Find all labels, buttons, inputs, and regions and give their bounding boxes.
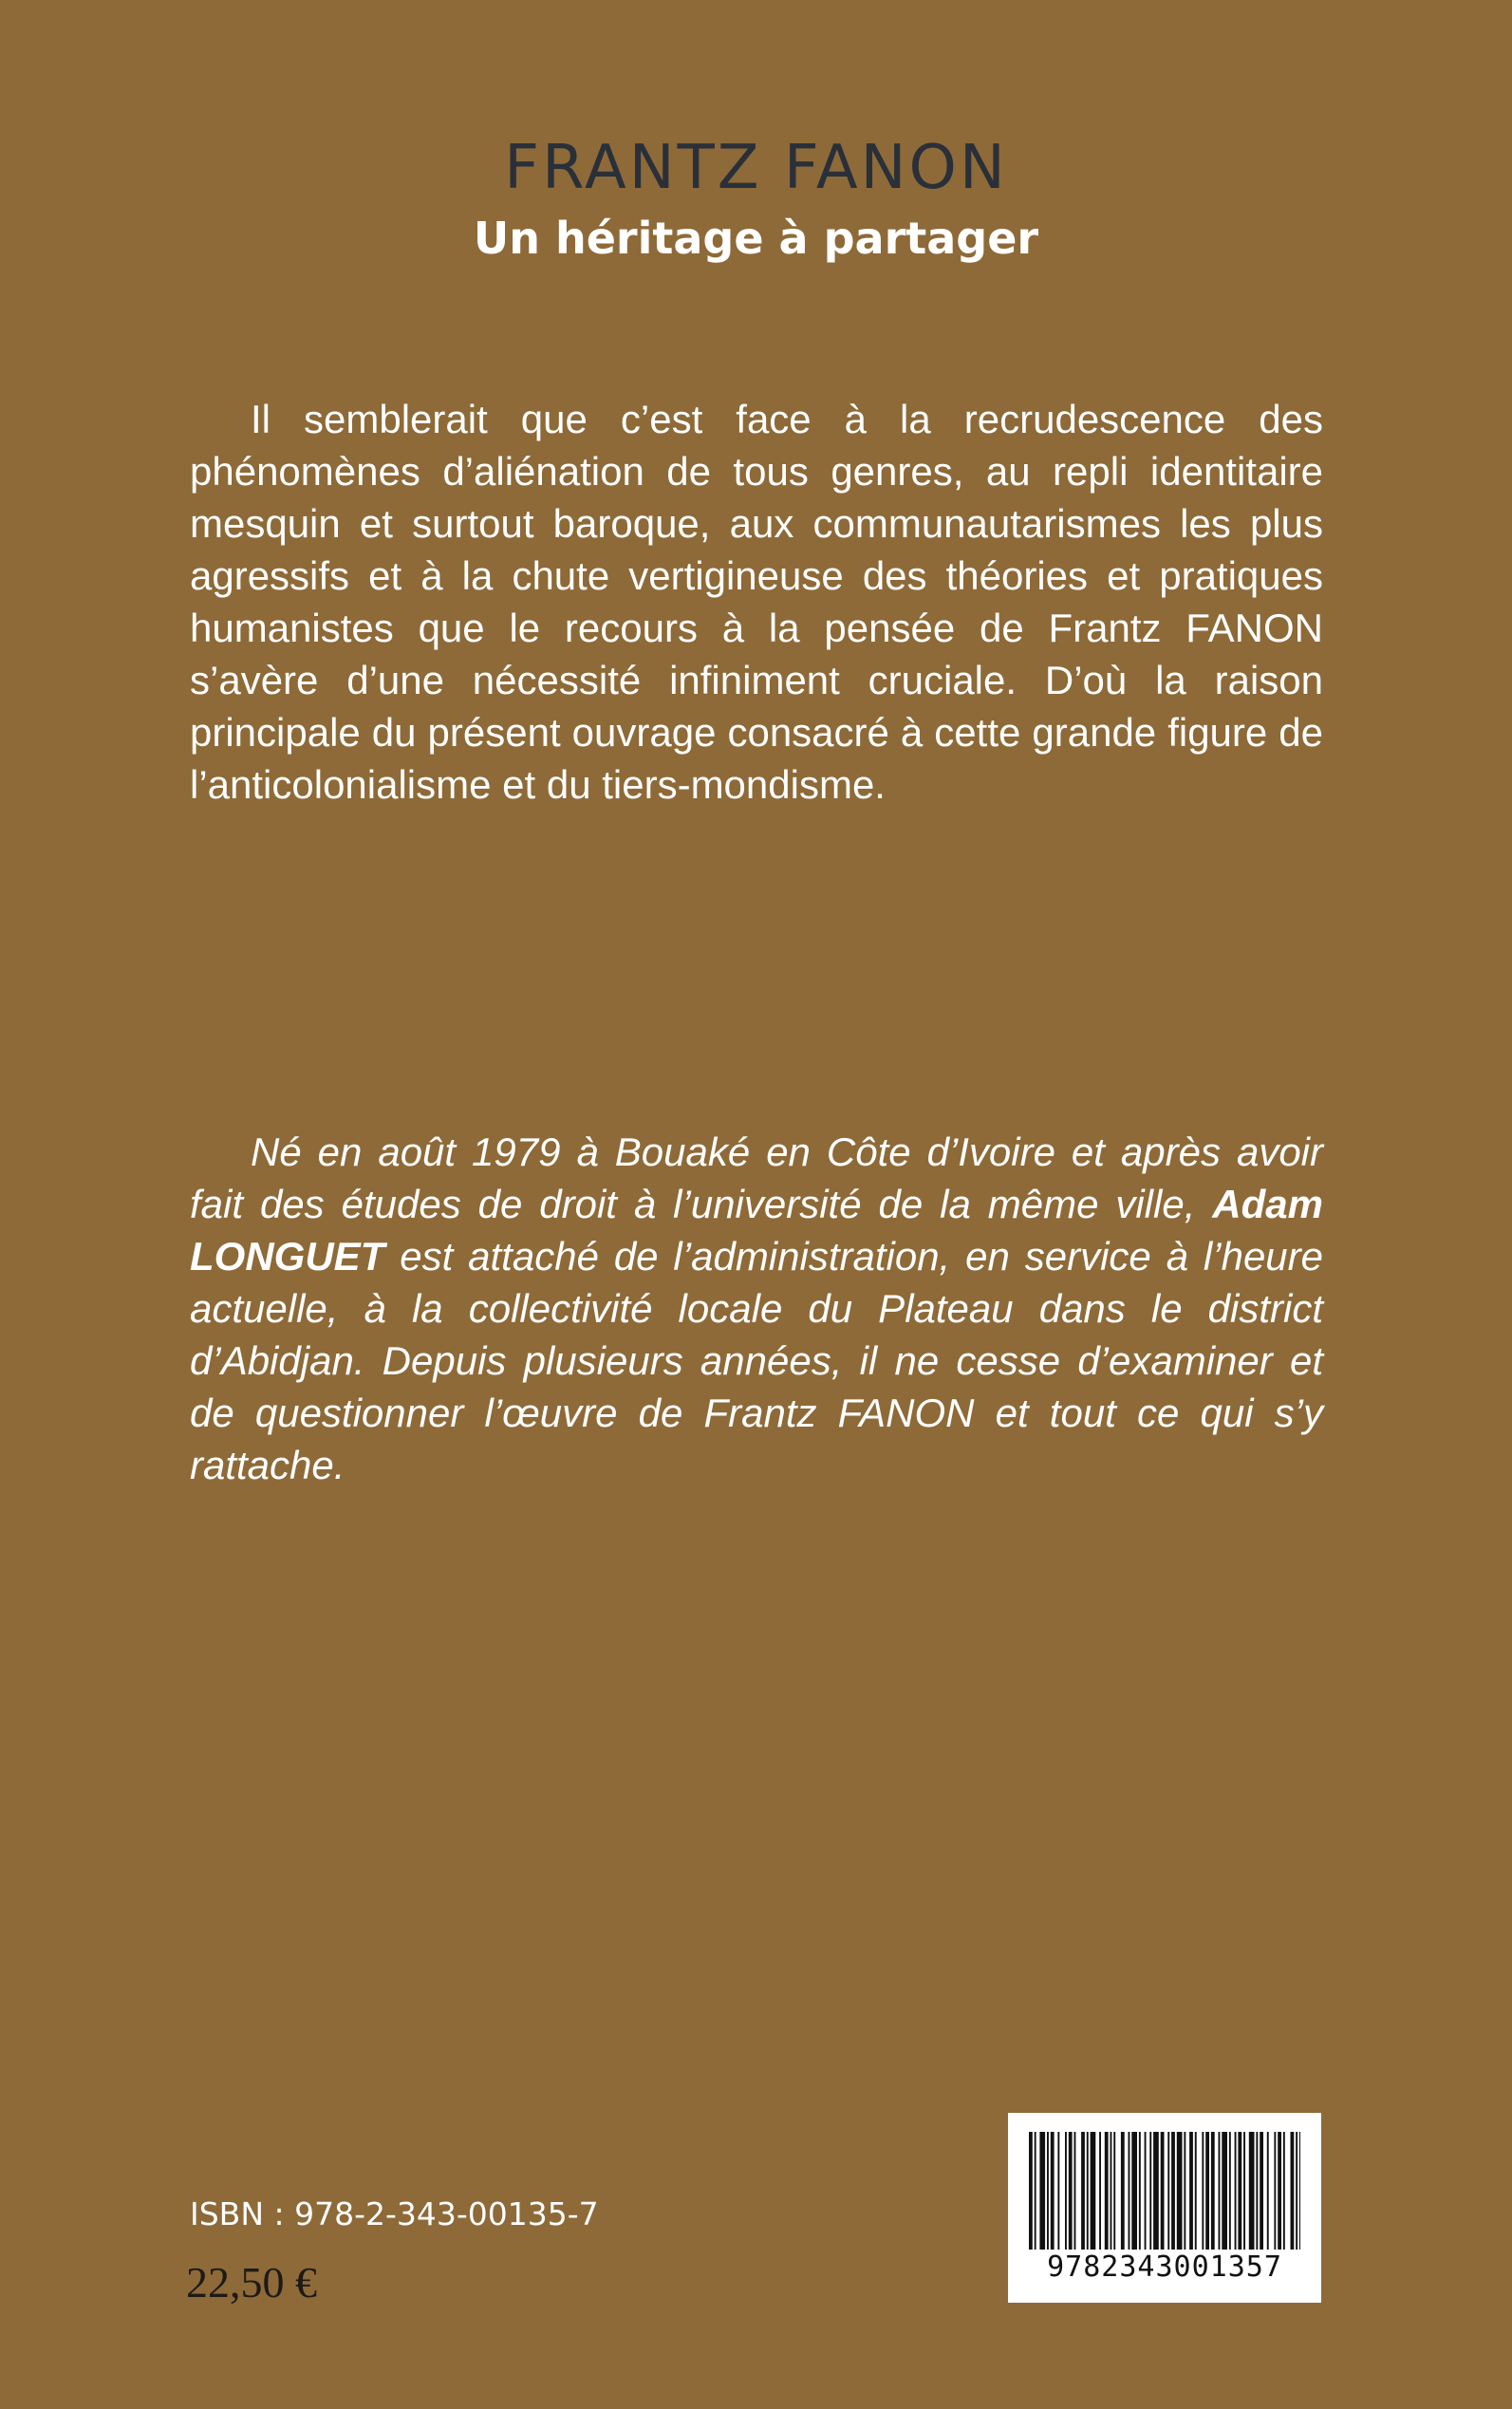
book-title: FRANTZ FANON [504,133,1008,203]
bio-text-end: est attaché de l’administration, en service à l’heure actuelle, à la collectivité locale du Plateau dans le district d’Abidjan. Depuis plusieurs années, il ne cesse d’examiner et de questionner l’œuvre de Frantz FANON et tout ce qui s’y rattache. [190,1234,1323,1487]
summary-paragraph: Il semblerait que c’est face à la recrudescence des phénomènes d’aliénation de tous genres, au repli identitaire mesquin et surtout baroque, aux communautarismes les plus agressifs et à la chute vertigineuse des théories et pratiques humanistes que le recours à la pensée de Frantz FANON s’avère d’une nécessité infiniment cruciale. D’où la raison principale du présent ouvrage consacré à cette grande figure de l’anticolonialisme et du tiers-mondisme. [190,397,1323,807]
barcode-bars-icon [1029,2132,1300,2250]
author-bio-paragraph [190,1126,1323,1491]
barcode-digits: 9782343001357 [1047,2250,1282,2284]
isbn-label: ISBN : 978-2-343-00135-7 [190,2195,599,2232]
price-label: 22,50 € [186,2258,317,2306]
book-subtitle: Un héritage à partager [473,213,1039,264]
barcode [1008,2113,1321,2303]
bio-text-start: Né en août 1979 à Bouaké en Côte d’Ivoire et après avoir fait des études de droit à l’université de la même ville, [190,1130,1323,1226]
author-name: Adam LONGUET [190,1182,1323,1279]
